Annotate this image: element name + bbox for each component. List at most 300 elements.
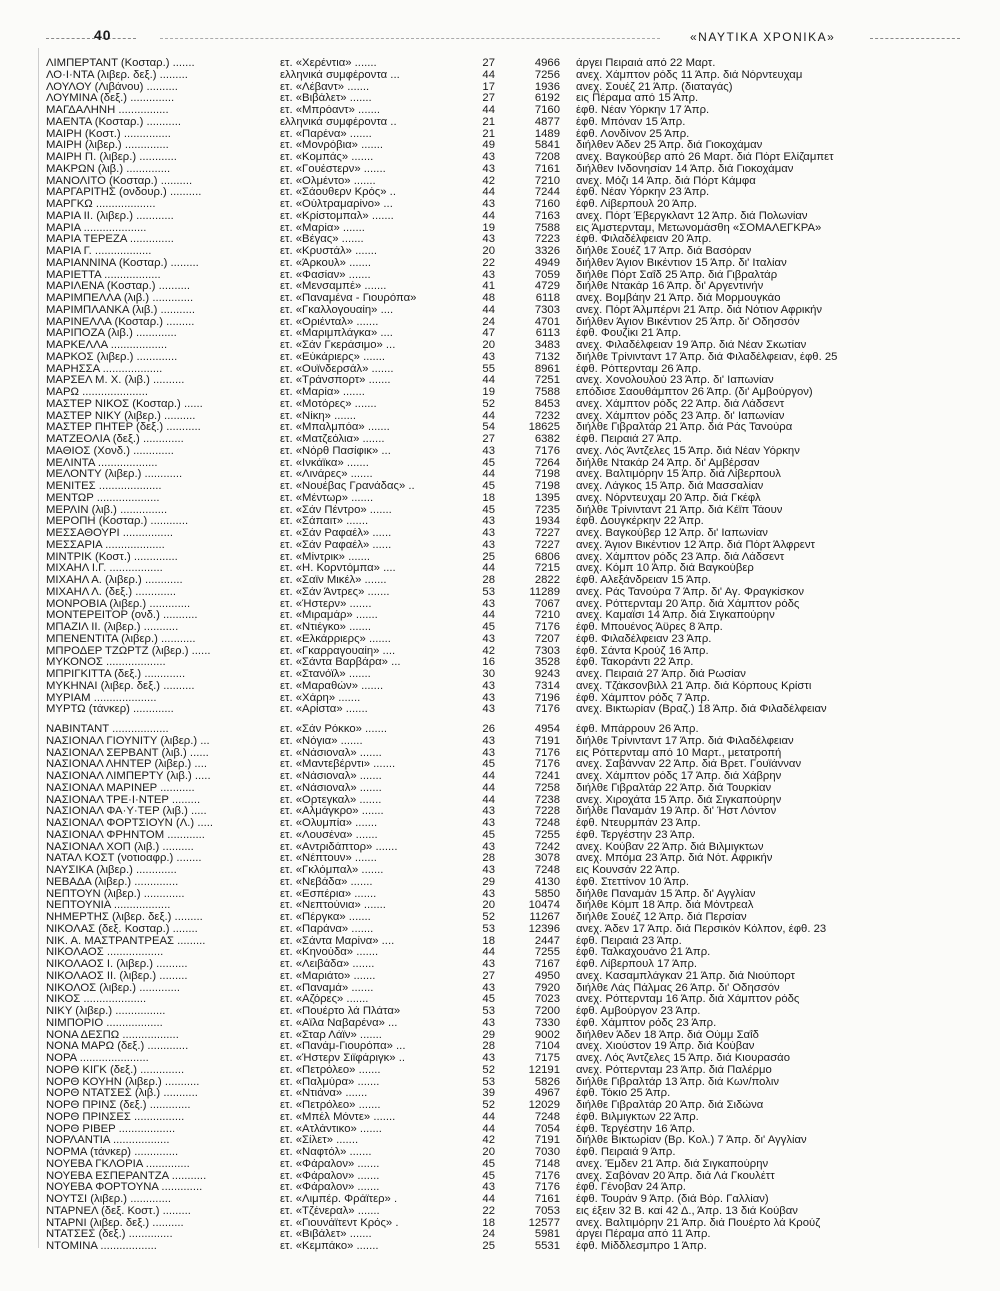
ship-name: ΜΙΧΑΗΛ Λ. (δεξ.) .............	[46, 586, 177, 598]
ship-tonnage: 7208	[534, 152, 560, 163]
ship-movement: διήλθε Βικτωρίαν (Βρ. Κολ.) 7 Άπρ. δι' Αγγλίαν	[576, 1135, 807, 1147]
ship-company: ετ. «Μαρία» .......	[280, 387, 365, 398]
ship-name: ΜΠΑΖΙΛ ΙΙ. (λιβερ.) ...........	[46, 622, 179, 633]
ship-tonnage: 2447	[534, 935, 560, 947]
ship-row	[46, 129, 966, 141]
ship-name: ΜΠΕΝΕΝΤΙΤΑ (λιβερ.) ...........	[46, 633, 196, 645]
ship-name: ΝΟΥΕΒΑ ΦΟΡΤΟΥΝΑ .............	[46, 1182, 203, 1194]
ship-tonnage: 7248	[534, 818, 560, 829]
ship-year: 47	[482, 328, 495, 340]
ship-year: 43	[482, 199, 495, 210]
ship-company: ετ. «Χάρη» .......	[280, 692, 361, 704]
ship-tonnage: 7210	[534, 175, 560, 187]
margin-line	[38, 48, 39, 1248]
ship-year: 27	[482, 970, 495, 982]
ship-name: ΜΕΛΟΝΤΥ (λιβερ.) ............	[46, 469, 183, 481]
ship-name: ΝΙΚΥ (λιβερ.) ................	[46, 1006, 166, 1017]
ship-tonnage: 6192	[534, 93, 560, 105]
ship-movement: έφθ. Αλεξάνδρειαν 15 Άπρ.	[576, 575, 712, 586]
ship-year: 43	[482, 735, 495, 747]
ship-row	[46, 258, 966, 270]
ship-tonnage: 7148	[534, 1158, 560, 1170]
ship-company: ετ. «Ινκάϊκα» .......	[280, 457, 369, 469]
ship-movement: έφθ. Γένοβαν 24 Άπρ.	[576, 1182, 686, 1194]
ship-year: 45	[482, 994, 495, 1006]
ship-name: ΜΑΡΙΑΝΝΙΝΑ (Κοσταρ.) .........	[46, 257, 199, 269]
ship-tonnage: 7176	[534, 747, 560, 759]
ship-year: 27	[482, 58, 495, 69]
ship-row	[46, 806, 966, 818]
ship-movement: έφθ. Ταλκαχουάνο 21 Άπρ.	[576, 947, 711, 959]
ship-company: ετ. «Αζόρες» .......	[280, 994, 369, 1006]
ship-tonnage: 7207	[534, 633, 560, 645]
ship-name: ΛΟΥΛΟΥ (Λιβάνου) ..........	[46, 81, 178, 93]
ship-company: ετ. «Νόρθ Πασίφικ» ...	[280, 445, 391, 457]
ship-row	[46, 830, 966, 842]
ship-row	[46, 1065, 966, 1077]
ship-row	[46, 771, 966, 783]
ship-row	[46, 93, 966, 105]
ship-company: ετ. «Φάραλον» .......	[280, 1182, 380, 1194]
ship-tonnage: 8961	[534, 363, 560, 375]
ship-tonnage: 7235	[534, 504, 560, 516]
ship-row	[46, 176, 966, 188]
ship-year: 20	[482, 900, 495, 912]
ship-name: ΝΤΑΡΝΕΛ (δεξ. Κοστ.) .........	[46, 1205, 191, 1217]
ship-year: 45	[482, 1158, 495, 1170]
ship-row	[46, 1135, 966, 1147]
ship-movement: διήλθε Γιβραλτάρ 22 Άπρ. διά Τουρκίαν	[576, 782, 772, 794]
ship-year: 43	[482, 888, 495, 900]
ship-tonnage: 5841	[534, 140, 560, 152]
ship-name: ΜΕΣΣΑΡΙΑ ...................	[46, 539, 165, 551]
ship-movement: έφθ. Σάντα Κρούζ 16 Άπρ.	[576, 645, 709, 657]
ship-movement: διήλθε Λάς Πάλμας 26 Άπρ. δι' Οδησσόν	[576, 982, 780, 994]
ship-year: 53	[482, 1076, 495, 1088]
ship-tonnage: 1936	[534, 81, 560, 93]
ship-year: 44	[482, 69, 495, 81]
ship-row	[46, 657, 966, 669]
ship-movement: ανεχ. Χάμπτον ρόδς 11 Άπρ. διά Νόρντευχαμ	[576, 69, 803, 81]
ship-list-section-m	[46, 58, 966, 716]
ship-row	[46, 759, 966, 771]
ship-tonnage: 7200	[534, 1006, 560, 1017]
ship-company: ετ. «Ουϊνδερσάλ» .......	[280, 363, 394, 375]
ship-tonnage: 6118	[535, 293, 560, 304]
ship-company: ετ. «Σάν Ραφαέλ» ......	[280, 528, 392, 539]
ship-name: ΜΑΡΙΜΠΕΛΛΑ (λιβ.) .............	[46, 293, 194, 304]
ship-tonnage: 7215	[534, 563, 560, 575]
ship-row	[46, 724, 966, 736]
ship-company: ετ. «Νίκη» .......	[280, 410, 357, 422]
ship-tonnage: 4877	[534, 116, 560, 128]
ship-movement: ανεχ. Χάμπτον ρόδς 23 Άπρ. δι' Ιαπωνίαν	[576, 410, 785, 422]
ship-row	[46, 446, 966, 458]
ship-tonnage: 7176	[534, 622, 560, 633]
ship-row	[46, 105, 966, 117]
ship-movement: έφθ. Μπόναν 15 Άπρ.	[576, 116, 686, 128]
ship-year: 18	[482, 492, 495, 504]
ship-year: 44	[482, 375, 495, 387]
ship-year: 43	[482, 959, 495, 970]
ship-year: 48	[482, 293, 495, 304]
ship-tonnage: 7227	[534, 528, 560, 539]
ship-year: 53	[482, 1006, 495, 1017]
ship-name: ΜΑΡΣΕΛ Μ. Χ. (λιβ.) ..........	[46, 375, 185, 387]
ship-company: ετ. «Αντριδάπτορ» .......	[280, 841, 398, 853]
ship-name: ΝΑΥΣΙΚΑ (λιβερ.) .............	[46, 865, 177, 876]
ship-movement: έφθ. Πειραιά 9 Άπρ.	[576, 1147, 676, 1158]
ship-movement: άργει Πειραιά από 22 Μαρτ.	[576, 58, 716, 69]
ship-movement: διήλθε Γιβραλτάρ 20 Άπρ. διά Σιδώνα	[576, 1100, 764, 1111]
ship-year: 39	[482, 1088, 495, 1100]
ship-name: ΝΑΣΙΟΝΑΛ ΦΡΗΝΤΟΜ ............	[46, 829, 205, 841]
ship-row	[46, 1206, 966, 1218]
ship-movement: ανεχ. Σαβάνναν 22 Άπρ. διά Βρετ. Γουϊάνναν	[576, 759, 802, 771]
ship-name: ΝΑΒΙΝΤΑΝΤ ..................	[46, 724, 169, 735]
ship-tonnage: 4729	[534, 281, 560, 293]
ship-tonnage: 7067	[534, 598, 560, 610]
ship-movement: ανεχ. Λός Άντζελες 15 Άπρ. διά Νέαν Υόρκην	[576, 445, 800, 457]
ship-company: ετ. «Παναμένα - Γιουρόπα»	[280, 293, 417, 304]
ship-name: ΝΗΜΕΡΤΗΣ (λιβερ. δεξ.) .........	[46, 912, 203, 923]
ship-tonnage: 1489	[534, 128, 560, 140]
ship-tonnage: 5826	[534, 1076, 560, 1088]
ship-row	[46, 818, 966, 830]
ship-row	[46, 693, 966, 705]
ship-year: 45	[482, 829, 495, 841]
ship-year: 43	[482, 598, 495, 610]
ship-tonnage: 7232	[534, 410, 560, 422]
ship-tonnage: 12396	[528, 923, 560, 935]
ship-company: ετ. «Ματζεόλια» .......	[280, 434, 385, 445]
ship-movement: έφθ. Βιλμιγκτων 22 Άπρ.	[576, 1111, 699, 1123]
ship-year: 45	[482, 1170, 495, 1182]
ship-movement: διήλθε Σουέζ 12 Άπρ. διά Περσίαν	[576, 912, 747, 923]
ship-movement: διήλθε Γιβραλτάρ 13 Άπρ. διά Κων/πολιν	[576, 1076, 780, 1088]
ship-company: ετ. «Μπέλ Μόντε» .......	[280, 1111, 396, 1123]
ship-company: ετ. «Άρκουλ» .......	[280, 257, 372, 269]
ship-company: ετ. «Μίντρικ» .......	[280, 551, 371, 563]
ship-company: ετ. «Κομπάς» .......	[280, 152, 374, 163]
ship-row	[46, 411, 966, 423]
ship-company: ετ. «Γκαρραγουαίη» ....	[280, 645, 396, 657]
ship-company: ετ. «Ορτεγκαλ» .......	[280, 794, 382, 806]
ship-movement: ανεχ. Πόρτ Άλμπέρνι 21 Άπρ. διά Νότιον Αφρικήν	[576, 304, 823, 316]
ship-row	[46, 994, 966, 1006]
ship-tonnage: 7053	[534, 1205, 560, 1217]
ship-name: ΜΠΡΙΓΚΙΤΤΑ (δεξ.) .............	[46, 669, 186, 680]
ship-tonnage: 7191	[534, 1135, 560, 1147]
ship-company: ετ. «Παρένα» .......	[280, 128, 372, 140]
ship-tonnage: 7161	[534, 163, 560, 175]
ship-movement: ανεχ. Χάμπτον ρόδς 22 Άπρ. διά Λάδσεντ	[576, 398, 785, 410]
ship-movement: έφθ. Δουγκέρκην 22 Άπρ.	[576, 516, 704, 528]
ship-name: ΜΑΘΙΟΣ (Χονδ.) .............	[46, 445, 174, 457]
ship-company: ετ. «Γκαλλογουαίη» ....	[280, 304, 394, 316]
ship-movement: έφθ. Φιλαδέλφειαν 23 Άπρ.	[576, 633, 712, 645]
ship-tonnage: 7132	[534, 351, 560, 363]
ship-year: 55	[482, 363, 495, 375]
ship-company: ετ. «Νεβάδα» .......	[280, 876, 373, 888]
ship-row	[46, 795, 966, 807]
ship-name: ΜΥΚΗΝΑΙ (λιβερ. δεξ.) ..........	[46, 680, 195, 692]
ship-row	[46, 82, 966, 94]
ship-name: ΜΑΡΙΠΟΖΑ (λιβ.) .............	[46, 328, 177, 340]
ship-row	[46, 610, 966, 622]
ship-row	[46, 959, 966, 971]
ship-movement: διήλθε Ντακάρ 24 Άπρ. δι' Αμβέρσαν	[576, 457, 760, 469]
ship-tonnage: 3326	[534, 246, 560, 257]
ship-company: ετ. «Μονρόβια» .......	[280, 140, 384, 152]
ship-company: ετ. «Γιουνάϊτεντ Κρός» .	[280, 1217, 399, 1229]
ship-name: ΝΟΥΤΣΙ (λιβερ.) .............	[46, 1194, 171, 1205]
ship-name: ΜΑΙΡΗ (λιβερ.) ..............	[46, 140, 169, 152]
ship-tonnage: 7227	[534, 539, 560, 551]
ship-company: ετ. «Βιβάλετ» .......	[280, 1229, 372, 1241]
ship-movement: έφθ. Μπάρρουν 26 Άπρ.	[576, 724, 699, 735]
ship-name: ΜΙΧΑΗΛ Ι.Γ. .................	[46, 563, 163, 575]
ship-name: ΜΑΡΙΛΕΝΑ (Κοσταρ.) ..........	[46, 281, 191, 293]
ship-year: 42	[482, 175, 495, 187]
ship-year: 44	[482, 1123, 495, 1135]
ship-movement: έφθ. Τεργέστην 23 Άπρ.	[576, 829, 696, 841]
ship-company: ετ. «Στανόϊλ» .......	[280, 669, 371, 680]
ship-row	[46, 983, 966, 995]
ship-year: 29	[482, 876, 495, 888]
ship-tonnage: 7176	[534, 704, 560, 716]
ship-row	[46, 1241, 966, 1253]
ship-row	[46, 936, 966, 948]
ship-year: 24	[482, 1229, 495, 1241]
ship-tonnage: 7256	[534, 69, 560, 81]
ship-movement: εις Πέραμα από 15 Άπρ.	[576, 93, 699, 105]
ship-name: ΝΑΣΙΟΝΑΛ ΣΕΡΒΑΝΤ (λιβ.) ......	[46, 747, 209, 759]
ship-company: ετ. «Λέβαντ» .......	[280, 81, 370, 93]
ship-year: 27	[482, 434, 495, 445]
ship-name: ΜΑΙΡΗ (Κοστ.) ...............	[46, 128, 171, 140]
ship-year: 22	[482, 257, 495, 269]
ship-movement: διήλθε Κόμπ 18 Άπρ. διά Μόντρεαλ	[576, 900, 754, 912]
ship-tonnage: 7238	[534, 794, 560, 806]
ship-name: ΝΑΤΑΛ ΚΟΣΤ (νοτιοαφρ.) ........	[46, 853, 202, 865]
ship-name: ΜΑΕΝΤΑ (Κοσταρ.) ...........	[46, 116, 181, 128]
ship-name: ΜΑΣΤΕΡ ΝΙΚΟΣ (Κοσταρ.) ......	[46, 398, 203, 410]
ship-movement: διήλθε Παναμάν 15 Άπρ. δι' Αγγλίαν	[576, 888, 756, 900]
ship-year: 42	[482, 645, 495, 657]
ship-tonnage: 4954	[534, 724, 560, 735]
ship-row	[46, 223, 966, 235]
ship-name: ΜΕΡΛΙΝ (λιβ.) ...............	[46, 504, 168, 516]
ship-row	[46, 1159, 966, 1171]
ship-row	[46, 270, 966, 282]
ship-company: ετ. «Μαραθών» .......	[280, 680, 384, 692]
ship-tonnage: 5981	[534, 1229, 560, 1241]
ship-name: ΝΕΒΑΔΑ (λιβερ.) ..............	[46, 876, 179, 888]
ship-company: ετ. «Χερέντια» .......	[280, 58, 377, 69]
ship-company: ετ. «Εσπέρια» .......	[280, 888, 377, 900]
ship-tonnage: 7161	[534, 1194, 560, 1205]
ship-tonnage: 12029	[528, 1100, 560, 1111]
ship-row	[46, 552, 966, 564]
ship-company: ετ. «Κηνούδα» .......	[280, 947, 379, 959]
ship-row	[46, 669, 966, 681]
ship-tonnage: 7258	[534, 782, 560, 794]
ship-row	[46, 399, 966, 411]
ship-tonnage: 7255	[534, 829, 560, 841]
ship-year: 43	[482, 152, 495, 163]
ship-name: ΝΑΣΙΟΝΑΛ ΛΙΜΠΕΡΤΥ (λιβ.) .....	[46, 771, 211, 782]
ship-name: ΝΙΚΟΛΑΟΣ ΙΙ. (λιβερ.) .........	[46, 970, 188, 982]
ship-row	[46, 1088, 966, 1100]
ship-company: ετ. «Σάντα Μαρίνα» ....	[280, 935, 395, 947]
ship-row	[46, 481, 966, 493]
ship-company: ετ. «Ολμέντο» .......	[280, 175, 376, 187]
ship-company: ετ. «Νάσιοναλ» .......	[280, 771, 382, 782]
ship-company: ετ. «Λουσένα» .......	[280, 829, 378, 841]
ship-name: ΝΤΑΡΝΙ (λιβερ. δεξ.) ..........	[46, 1217, 184, 1229]
ship-company: ετ. «Μαριάτο» .......	[280, 970, 376, 982]
ship-company: ετ. «Πετρόλεο» .......	[280, 1100, 381, 1111]
ship-year: 52	[482, 398, 495, 410]
ship-name: ΝΑΣΙΟΝΑΛ ΤΡΕ·Ι·ΝΤΕΡ .........	[46, 794, 201, 806]
ship-company: ετ. «Σάν Πέντρο» .......	[280, 504, 392, 516]
ship-name: ΝΑΣΙΟΝΑΛ ΜΑΡΙΝΕΡ ...........	[46, 782, 195, 794]
ship-row	[46, 117, 966, 129]
ship-name: ΝΟΡΘ ΚΙΓΚ (δεξ.) ..............	[46, 1064, 185, 1076]
ship-year: 19	[482, 387, 495, 398]
ship-year: 45	[482, 622, 495, 633]
ship-row	[46, 352, 966, 364]
ship-movement: έφθ. Μίδδλεσμπρο 1 Άπρ.	[576, 1241, 707, 1252]
ship-row	[46, 575, 966, 587]
ship-company: ετ. «Σταρ Λάϊν» .......	[280, 1029, 382, 1041]
ship-movement: έφθ. Φουζίκι 21 Άπρ.	[576, 328, 682, 340]
ship-name: ΝΑΣΙΟΝΑΛ ΛΗΝΤΕΡ (λιβερ.) ....	[46, 759, 207, 771]
ship-row	[46, 364, 966, 376]
ship-row	[46, 924, 966, 936]
ship-company: ετ. «Λειβάδα» .......	[280, 959, 375, 970]
ship-name: ΜΑΡΙΑ Γ. ..................	[46, 246, 152, 257]
ship-year: 43	[482, 1017, 495, 1029]
header-rule	[160, 38, 660, 39]
ship-company: ετ. «Ατλάντικο» .......	[280, 1123, 382, 1135]
ship-row	[46, 1100, 966, 1112]
ship-name: ΜΥΚΟΝΟΣ ...................	[46, 657, 166, 669]
ship-year: 43	[482, 1053, 495, 1064]
ship-company: ετ. «Αρίστα» .......	[280, 704, 368, 716]
header-rule-right	[870, 38, 960, 39]
ship-company: ετ. «Μαρία» .......	[280, 222, 365, 234]
ship-movement: ανεχ. Βαλτιμόρην 21 Άπρ. διά Πουέρτο λά Κρούζ	[576, 1217, 821, 1229]
ship-company: ετ. «Ντιάνα» .......	[280, 1088, 368, 1100]
ship-company: ετ. «Ήστερν Σιϊφάριγκ» ..	[280, 1053, 405, 1064]
ship-name: ΜΙΧΑΗΛ Α. (λιβερ.) ............	[46, 575, 183, 586]
ship-row	[46, 681, 966, 693]
ship-movement: διήλθε Ντακάρ 16 Άπρ. δι' Αργεντινήν	[576, 281, 764, 293]
ship-company: ετ. «Σάν Άντρες» .......	[280, 586, 390, 598]
ship-year: 20	[482, 340, 495, 351]
ship-movement: ανεχ. Βομβάην 21 Άπρ. διά Μορμουγκάο	[576, 293, 781, 304]
ship-name: ΜΑΡΓΑΡΙΤΗΣ (ονδουρ.) ..........	[46, 187, 202, 199]
ship-company: ετ. «Νέπτουν» .......	[280, 853, 377, 865]
ship-movement: διήλθε Τρίνινταντ 17 Άπρ. διά Φιλαδέλφειαν	[576, 735, 794, 747]
ship-row	[46, 70, 966, 82]
ship-year: 26	[482, 724, 495, 735]
ship-movement: ανεχ. Σουέζ 21 Άπρ. (διαταγάς)	[576, 81, 733, 93]
ship-company: ετ. «Σάουθερν Κρός» ..	[280, 187, 396, 199]
ship-name: ΝΟΝΑ ΔΕΣΠΩ ..................	[46, 1029, 179, 1041]
ship-company: ετ. «Παλμύρα» .......	[280, 1076, 380, 1088]
ship-name: ΝΙΚ. Α. ΜΑΣΤΡΑΝΤΡΕΑΣ .........	[46, 935, 206, 947]
ship-tonnage: 7242	[534, 841, 560, 853]
ship-company: ετ. «Σάν Ρόκκο» .......	[280, 724, 388, 735]
ship-tonnage: 7264	[534, 457, 560, 469]
ship-row	[46, 748, 966, 760]
ship-year: 43	[482, 163, 495, 175]
ship-row	[46, 199, 966, 211]
ship-tonnage: 7330	[534, 1017, 560, 1029]
ship-row	[46, 1112, 966, 1124]
ship-movement: ανεχ. Χάμπτον ρόδς 17 Άπρ. διά Χάβρην	[576, 771, 782, 782]
ship-movement: ανεχ. Βαγκούβερ 12 Άπρ. δι' Ιαπωνίαν	[576, 528, 768, 539]
ship-movement: έφθ. Νέαν Υόρκην 17 Άπρ.	[576, 105, 710, 116]
ship-year: 43	[482, 747, 495, 759]
ship-row	[46, 853, 966, 865]
ship-row	[46, 516, 966, 528]
ship-movement: έφθ. Μπουένος Άϋρες 8 Άπρ.	[576, 622, 723, 633]
ship-company: ετ. «Ούλτραμαρίνο» ...	[280, 199, 393, 210]
ship-company: ετ. «Βέγας» .......	[280, 234, 364, 246]
ship-name: ΜΥΡΙΑΜ ....................	[46, 692, 157, 704]
ship-tonnage: 7054	[534, 1123, 560, 1135]
ship-row	[46, 1053, 966, 1065]
ship-movement: ανεχ. Μπόμα 23 Άπρ. διά Νότ. Αφρικήν	[576, 853, 773, 865]
ship-tonnage: 4950	[534, 970, 560, 982]
ship-tonnage: 12577	[528, 1217, 560, 1229]
ship-movement: έφθ. Τεργέστην 16 Άπρ.	[576, 1123, 696, 1135]
ship-movement: διήλθεν Ινδονησίαν 14 Άπρ. διά Γιοκοχάμαν	[576, 163, 794, 175]
ship-year: 43	[482, 982, 495, 994]
ship-row	[46, 164, 966, 176]
ship-year: 21	[482, 116, 495, 128]
ship-company: ετ. «Σίλετ» .......	[280, 1135, 359, 1147]
ship-movement: έφθ. Λονδίνον 25 Άπρ.	[576, 128, 690, 140]
ship-company: ετ. «Παναμά» .......	[280, 982, 374, 994]
ship-movement: εις Κουνσάν 22 Άπρ.	[576, 865, 680, 876]
ship-tonnage: 7030	[534, 1147, 560, 1158]
ship-name: ΝΟΡΘ ΚΟΥΗΝ (λιβερ.) ...........	[46, 1076, 200, 1088]
ship-row	[46, 422, 966, 434]
ship-name: ΜΑΡΚΕΛΛΑ ..................	[46, 340, 168, 351]
ship-company: ετ. «Σάπαιτ» .......	[280, 516, 369, 528]
ship-row	[46, 328, 966, 340]
ship-year: 43	[482, 633, 495, 645]
ship-year: 43	[482, 1182, 495, 1194]
ship-movement: εις Ρόττερνταμ από 10 Μαρτ., μετατροπή	[576, 747, 782, 759]
ship-year: 45	[482, 457, 495, 469]
ship-name: ΝΟΡΘ ΡΙΒΕΡ ..................	[46, 1123, 176, 1135]
ship-row	[46, 1006, 966, 1018]
ship-year: 44	[482, 410, 495, 422]
ship-name: ΜΑΣΤΕΡ ΝΙΚΥ (λιβερ.) ..........	[46, 410, 196, 422]
ship-company: ελληνικά συμφέροντα ...	[280, 69, 400, 81]
ship-year: 27	[482, 93, 495, 105]
ship-year: 43	[482, 704, 495, 716]
ship-movement: ανεχ. Κόμπ 10 Άπρ. διά Βαγκούβερ	[576, 563, 754, 575]
ship-company: ετ. «Ολυμπία» .......	[280, 818, 378, 829]
ship-year: 54	[482, 422, 495, 434]
